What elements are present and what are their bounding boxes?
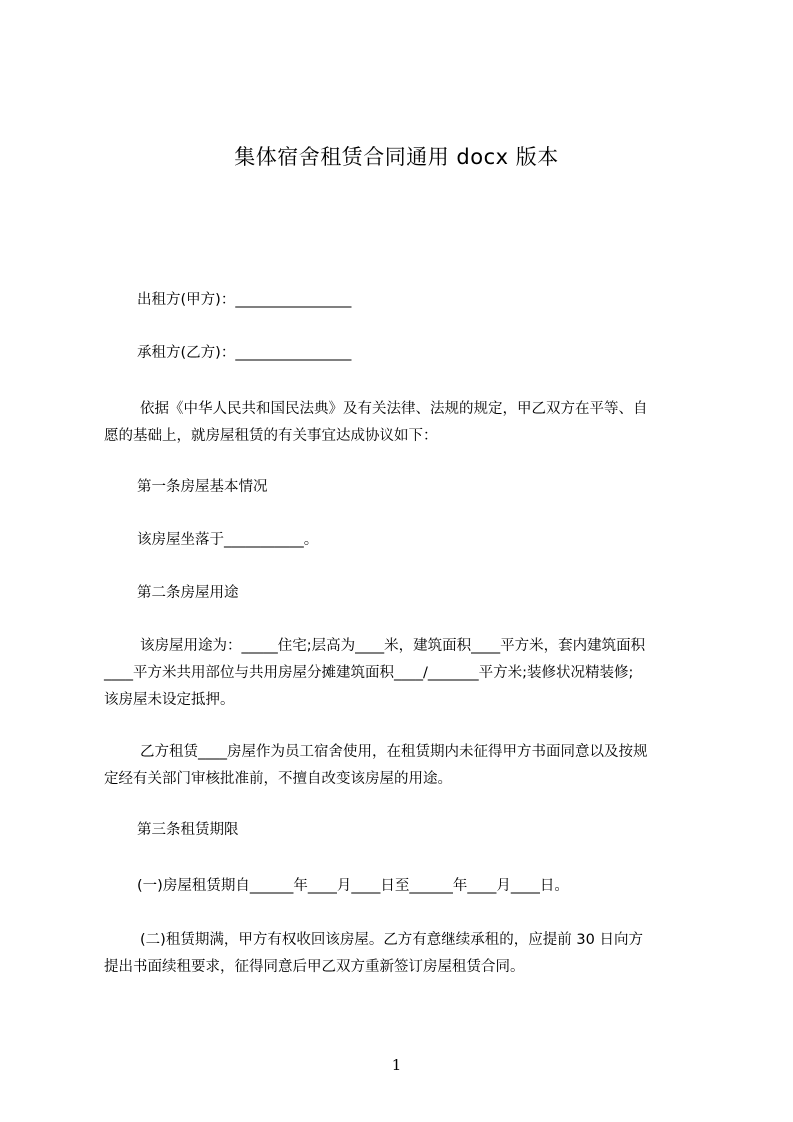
intro-paragraph bbox=[104, 396, 704, 450]
article3-renewal-line-1: (二)租赁期满，甲方有权收回该房屋。乙方有意继续承租的，应提前 30 日向方 bbox=[140, 932, 643, 948]
article3-term: (一)房屋租赁期自______年____月____日至______年____月____日。 bbox=[137, 878, 569, 894]
article2-purpose-line-2: 定经有关部门审核批准前，不擅自改变该房屋的用途。 bbox=[104, 771, 452, 787]
intro-line-2: 愿的基础上，就房屋租赁的有关事宜达成协议如下： bbox=[104, 428, 438, 444]
article2-purpose-line-1: 乙方租赁____房屋作为员工宿舍使用，在租赁期内未征得甲方书面同意以及按规 bbox=[140, 744, 648, 760]
article1-heading: 第一条房屋基本情况 bbox=[137, 479, 268, 495]
article3-renewal-line-2: 提出书面续租要求，征得同意后甲乙双方重新签订房屋租赁合同。 bbox=[104, 959, 525, 975]
article2-purpose-paragraph bbox=[104, 739, 704, 793]
article3-renewal-paragraph bbox=[104, 927, 704, 981]
page-number: 1 bbox=[391, 1056, 402, 1074]
document-title: 集体宿舍租赁合同通用 docx 版本 bbox=[234, 145, 559, 169]
article2-usage-line-3: 该房屋未设定抵押。 bbox=[104, 692, 235, 708]
article2-heading: 第二条房屋用途 bbox=[137, 585, 239, 601]
intro-line-1: 依据《中华人民共和国民法典》及有关法律、法规的规定，甲乙双方在平等、自 bbox=[140, 401, 648, 417]
article2-usage-line-1: 该房屋用途为：_____住宅;层高为____米，建筑面积____平方米，套内建筑面积 bbox=[140, 638, 646, 654]
article3-heading: 第三条租赁期限 bbox=[137, 822, 239, 838]
lessee-line: 承租方(乙方)：________________ bbox=[137, 345, 352, 361]
article1-location: 该房屋坐落于___________。 bbox=[137, 532, 319, 548]
article2-usage-paragraph bbox=[104, 633, 704, 714]
lessor-line: 出租方(甲方)：________________ bbox=[137, 292, 352, 308]
article2-usage-line-2: ____平方米共用部位与共用房屋分摊建筑面积____/_______平方米;装修状况精装修; bbox=[104, 665, 634, 681]
